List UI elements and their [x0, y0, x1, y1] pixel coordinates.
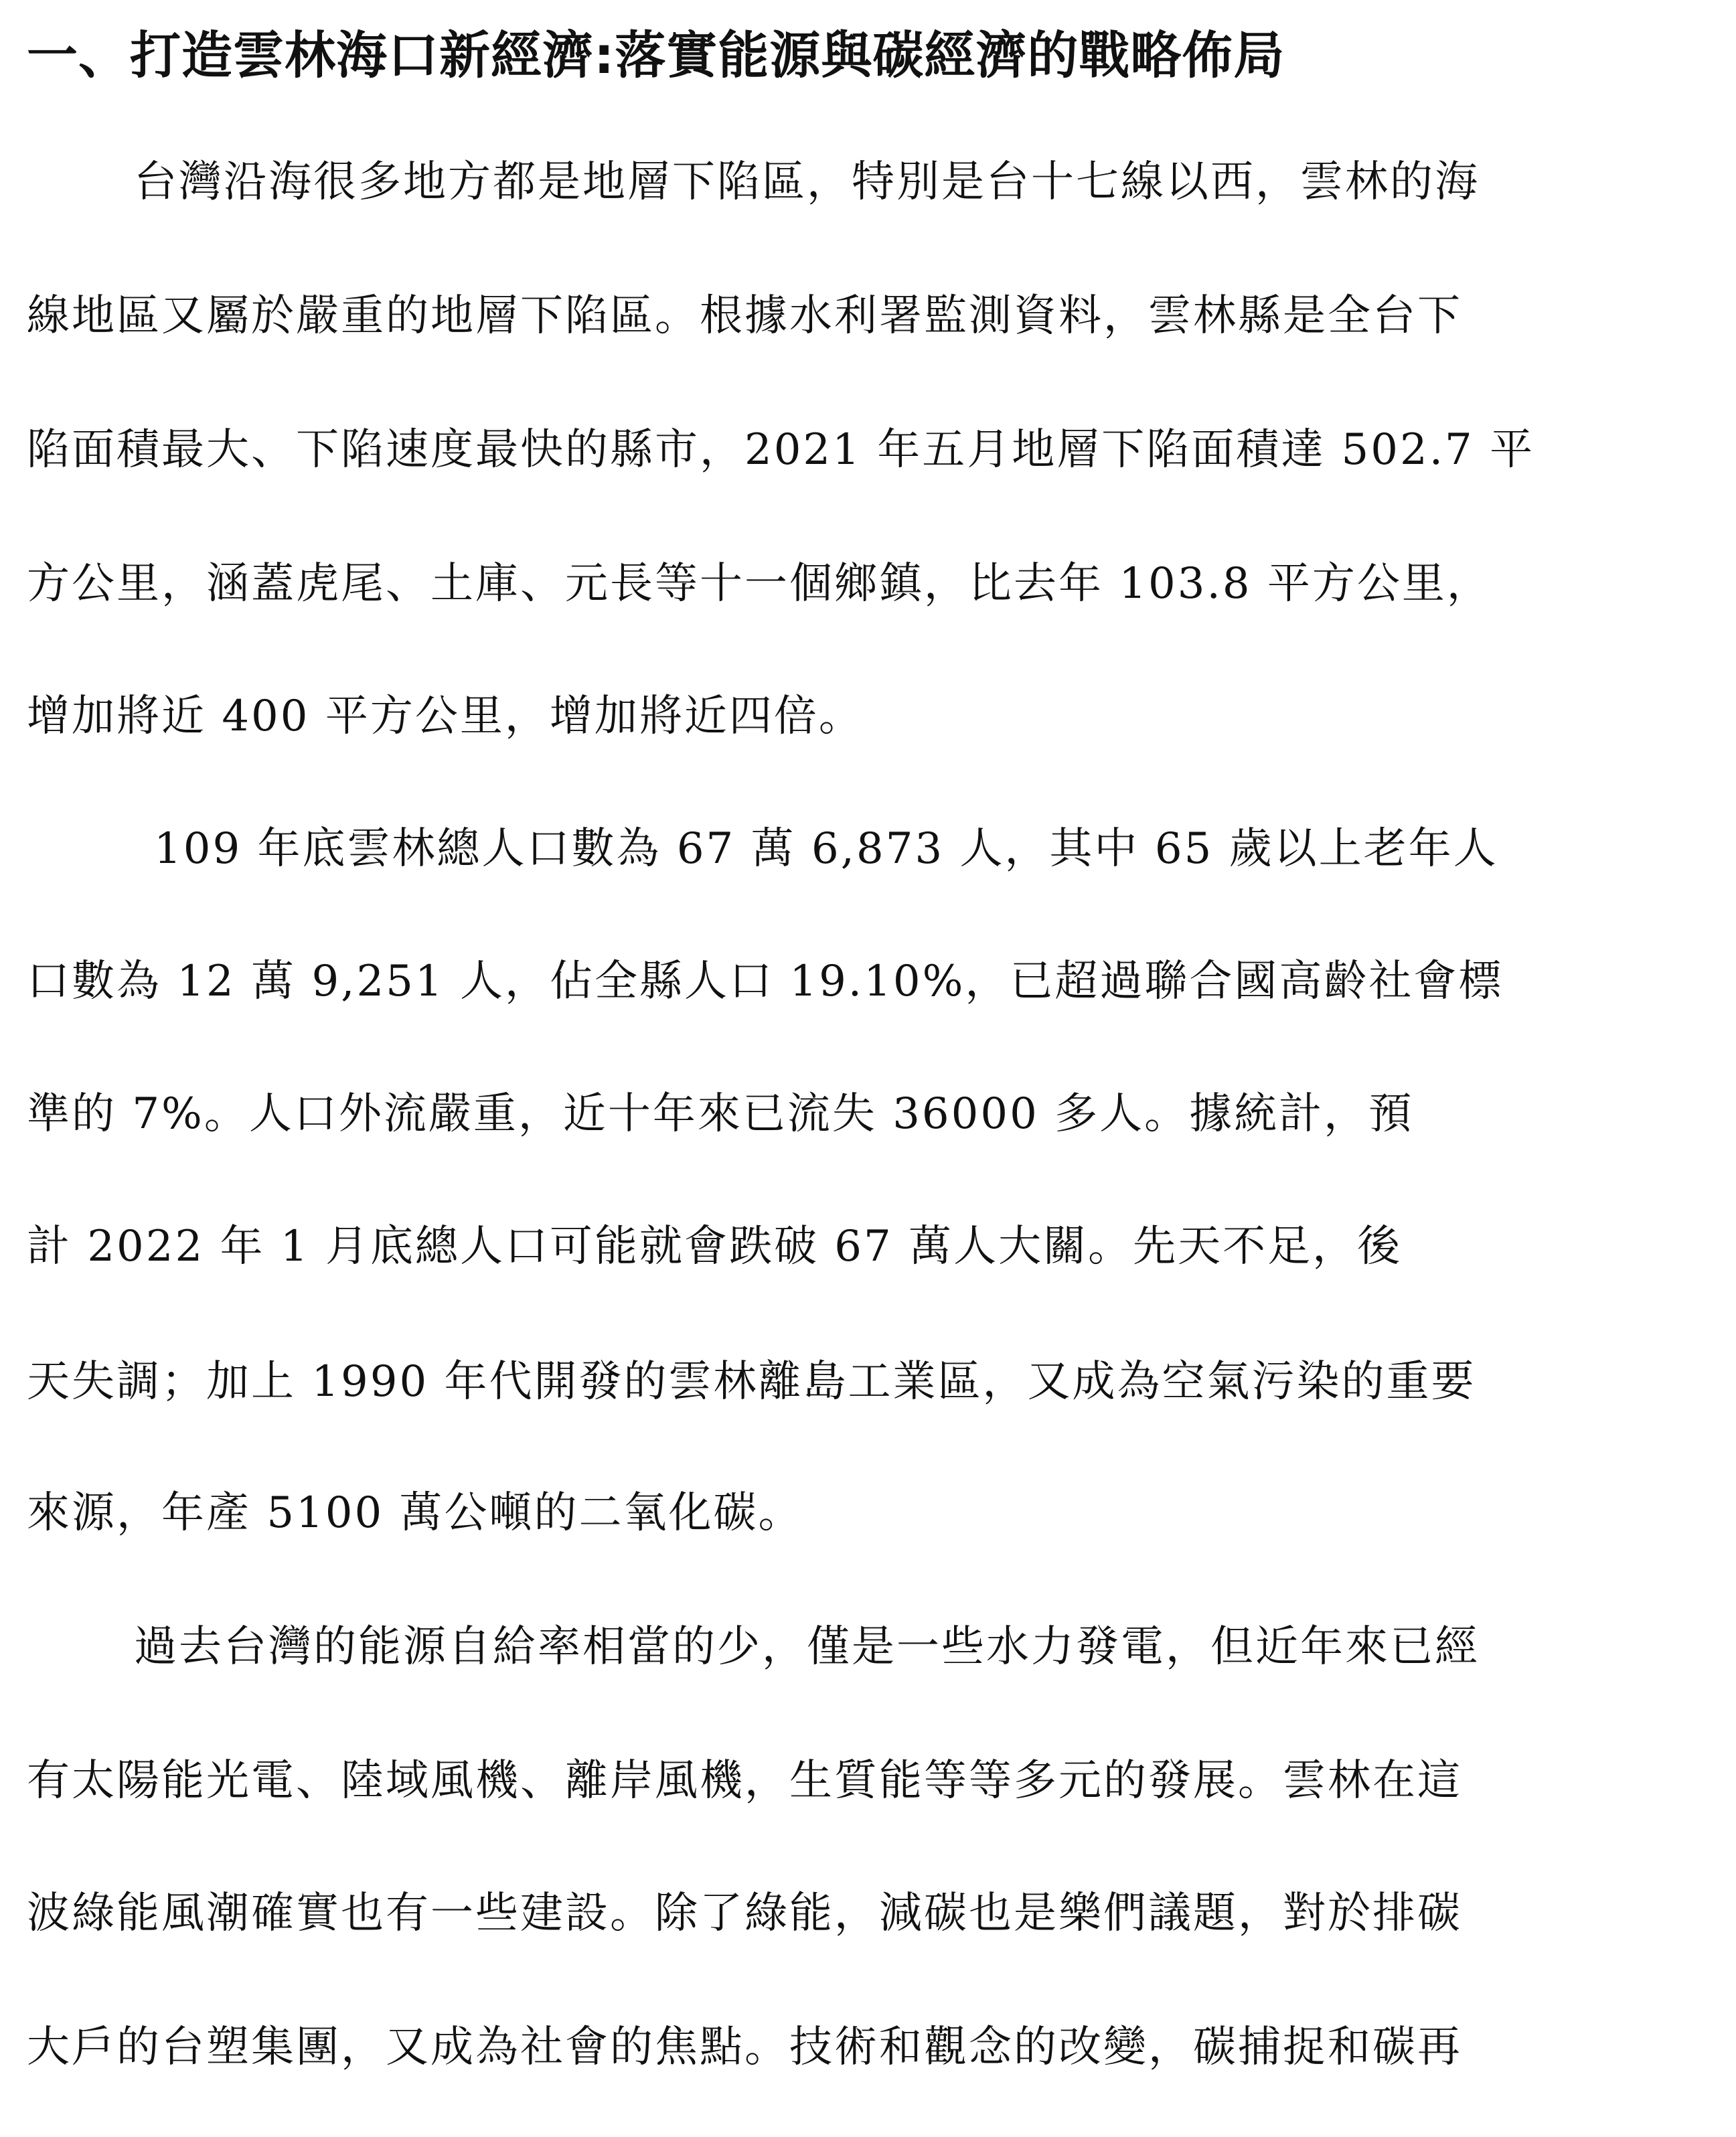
paragraph-line: 準的 7%。人口外流嚴重，近十年來已流失 36000 多人。據統計，預	[27, 1089, 1414, 1139]
paragraph-line: 有太陽能光電、陸域風機、離岸風機，生質能等等多元的發展。雲林在這	[27, 1756, 1462, 1806]
paragraph-line: 波綠能風潮確實也有一些建設。除了綠能，減碳也是樂們議題，對於排碳	[27, 1889, 1462, 1938]
paragraph-line: 過去台灣的能源自給率相當的少，僅是一些水力發電，但近年來已經	[134, 1622, 1480, 1672]
paragraph-line: 大戶的台塑集團，又成為社會的焦點。技術和觀念的改變，碳捕捉和碳再	[27, 2023, 1462, 2072]
paragraph-line: 台灣沿海很多地方都是地層下陷區，特別是台十七線以西，雲林的海	[134, 157, 1480, 207]
paragraph-line: 增加將近 400 平方公里，增加將近四倍。	[27, 692, 864, 741]
paragraph-line: 線地區又屬於嚴重的地層下陷區。根據水利署監測資料，雲林縣是全台下	[27, 291, 1462, 341]
paragraph-line: 來源，年產 5100 萬公噸的二氧化碳。	[27, 1488, 803, 1538]
paragraph-line: 109 年底雲林總人口數為 67 萬 6,873 人，其中 65 歲以上老年人	[154, 824, 1498, 874]
paragraph-line: 方公里，涵蓋虎尾、土庫、元長等十一個鄉鎮，比去年 103.8 平方公里，	[27, 559, 1492, 609]
section-heading: 一、打造雲林海口新經濟:落實能源與碳經濟的戰略佈局	[27, 25, 1285, 85]
paragraph-line: 口數為 12 萬 9,251 人，佔全縣人口 19.10%，已超過聯合國高齡社會標	[27, 957, 1504, 1006]
paragraph-line: 陷面積最大、下陷速度最快的縣市，2021 年五月地層下陷面積達 502.7 平	[27, 425, 1535, 475]
paragraph-line: 計 2022 年 1 月底總人口可能就會跌破 67 萬人大關。先天不足，後	[27, 1222, 1403, 1271]
paragraph-line: 天失調；加上 1990 年代開發的雲林離島工業區，又成為空氣污染的重要	[27, 1357, 1476, 1407]
